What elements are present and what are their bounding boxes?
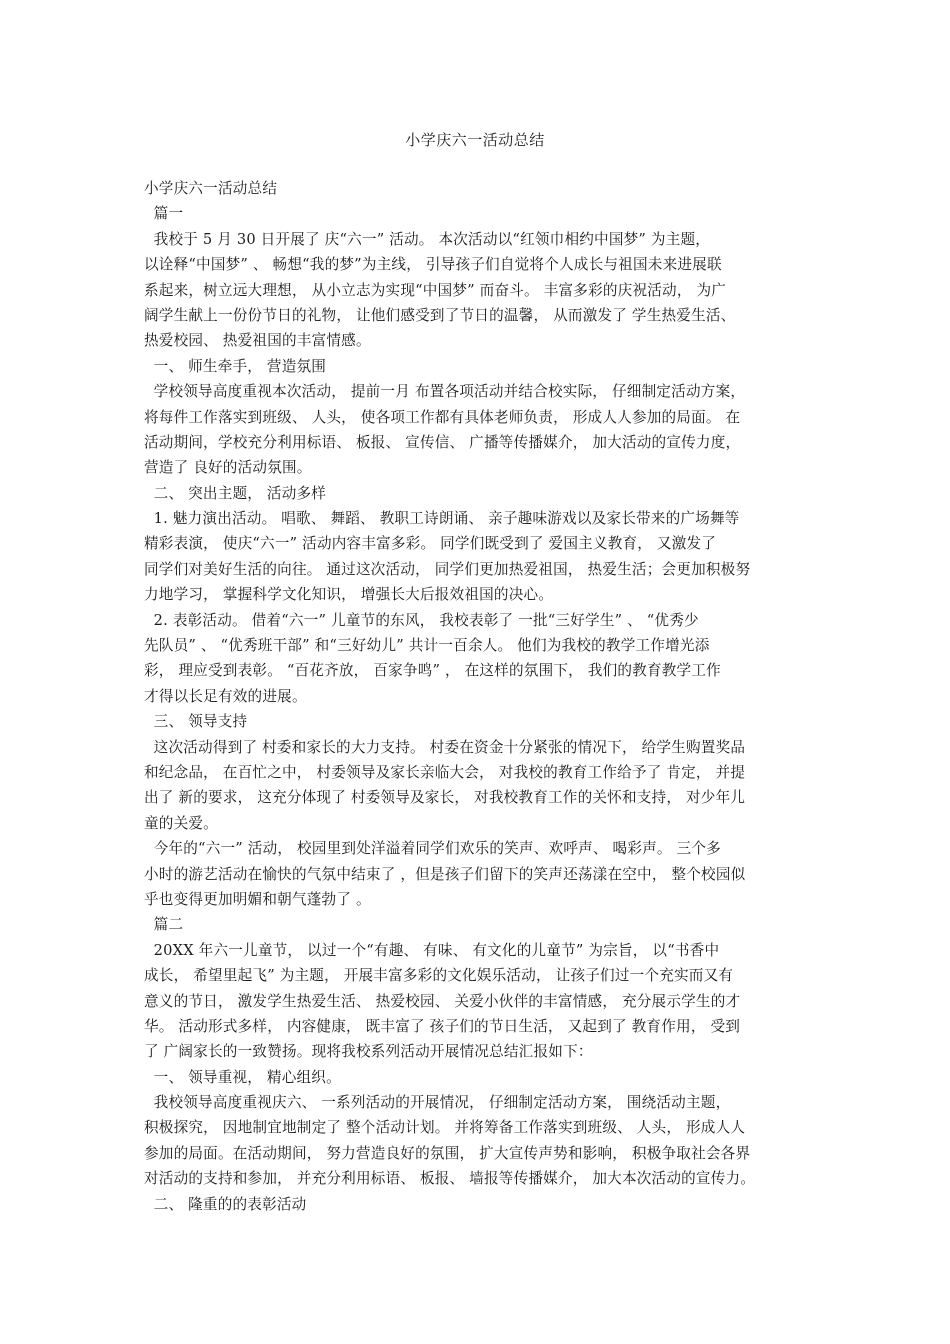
text-line: 以诠释“中国梦” 、 畅想“我的梦”为主线， 引导孩子们自觉将个人成长与祖国未来进展联 <box>144 256 722 274</box>
text-line: 20XX 年六一儿童节， 以过一个“有趣、 有味、 有文化的儿童节” 为宗旨， 以“书香中 <box>144 941 720 959</box>
text-line: 乎也变得更加明媚和朝气蓬勃了 。 <box>144 890 371 908</box>
text-line: 精彩表演， 使庆“六一” 活动内容丰富多彩。 同学们既受到了 爱国主义教育， 又激发了 <box>144 535 717 553</box>
text-line: 小时的游艺活动在愉快的气氛中结束了 ，但是孩子们留下的笑声还荡漾在空中， 整个校园似 <box>144 865 746 883</box>
text-line: 将每件工作落实到班级、 人头， 使各项工作都有具体老师负责， 形成人人参加的局面。 在 <box>144 408 741 426</box>
text-line: 活动期间，学校充分利用标语、 板报、 宣传信、 广播等传播媒介， 加大活动的宣传力度， <box>144 433 741 451</box>
text-line: 系起来，树立远大理想， 从小立志为实现“中国梦” 而奋斗。 丰富多彩的庆祝活动， 为广 <box>144 281 727 299</box>
text-line: 了 广阔家长的一致赞扬。现将我校系列活动开展情况总结汇报如下： <box>144 1043 593 1061</box>
text-line: 成长， 希望里起飞” 为主题， 开展丰富多彩的文化娱乐活动， 让孩子们过一个充实而又有 <box>144 967 734 985</box>
text-line: 热爱校园、 热爱祖国的丰富情感。 <box>144 332 371 350</box>
text-line: 童的关爱。 <box>144 814 218 832</box>
text-line: 1. 魅力演出活动。 唱歌、 舞蹈、 教职工诗朗诵、 亲子趣味游戏以及家长带来的广场舞等 <box>144 510 740 528</box>
text-line: 篇一 <box>144 205 184 223</box>
text-line: 参加的局面。在活动期间， 努力营造良好的氛围， 扩大宣传声势和影响， 积极争取社会各界 <box>144 1144 751 1162</box>
text-line: 今年的“六一” 活动， 校园里到处洋溢着同学们欢乐的笑声、欢呼声、 喝彩声。 三个多 <box>144 840 721 858</box>
text-line: 和纪念品， 在百忙之中， 村委领导及家长亲临大会， 对我校的教育工作给予了 肯定， 并提 <box>144 763 746 781</box>
text-line: 营造了 良好的活动氛围。 <box>144 459 312 477</box>
text-line: 阔学生献上一份份节日的礼物， 让他们感受到了节日的温馨， 从而激发了 学生热爱生活、 <box>144 306 736 324</box>
document-body <box>144 176 810 1217</box>
text-line: 才得以长足有效的进展。 <box>144 687 307 705</box>
text-line: 三、 领导支持 <box>144 713 248 731</box>
text-line: 彩， 理应受到表彰。 “百花齐放， 百家争鸣” ， 在这样的氛围下， 我们的教育教学工作 <box>144 662 721 680</box>
text-line: 先队员” 、 “优秀班干部” 和“三好幼儿” 共计一百余人。 他们为我校的教学工作增光添 <box>144 637 710 655</box>
text-line: 积极探究， 因地制宜地制定了 整个活动计划。 并将筹备工作落实到班级、 人头， 形成人人 <box>144 1119 746 1137</box>
text-line: 意义的节日， 激发学生热爱生活、 热爱校园、 关爱小伙伴的丰富情感， 充分展示学生的才 <box>144 992 741 1010</box>
text-line: 二、 突出主题， 活动多样 <box>144 484 327 502</box>
text-line: 一、 领导重视， 精心组织。 <box>144 1068 341 1086</box>
text-line: 我校于 5 月 30 日开展了 庆“六一” 活动。 本次活动以“红领巾相约中国梦” 为主题， <box>144 230 711 248</box>
text-line: 对活动的支持和参加， 并充分利用标语、 板报、 墙报等传播媒介， 加大本次活动的宣传力。 <box>144 1170 756 1188</box>
text-line: 华。 活动形式多样， 内容健康， 既丰富了 孩子们的节日生活， 又起到了 教育作用， 受到 <box>144 1017 741 1035</box>
text-line: 2. 表彰活动。 借着“六一” 儿童节的东风， 我校表彰了 一批“三好学生” 、 “优秀少 <box>144 611 699 629</box>
text-line: 出了 新的要求， 这充分体现了 村委领导及家长， 对我校教育工作的关怀和支持， 对少年儿 <box>144 789 746 807</box>
text-line: 学校领导高度重视本次活动， 提前一月 布置各项活动并结合校实际， 仔细制定活动方案， <box>144 383 746 401</box>
text-line: 这次活动得到了 村委和家长的大力支持。 村委在资金十分紧张的情况下， 给学生购置奖品 <box>144 738 746 756</box>
text-line: 二、 隆重的的表彰活动 <box>144 1195 307 1213</box>
text-line: 一、 师生牵手， 营造氛围 <box>144 357 327 375</box>
text-line: 同学们对美好生活的向往。 通过这次活动， 同学们更加热爱祖国， 热爱生活；会更加积极努 <box>144 560 751 578</box>
text-line: 小学庆六一活动总结 <box>144 180 278 197</box>
document-title: 小学庆六一活动总结 <box>405 131 545 149</box>
text-line: 篇二 <box>144 916 184 934</box>
text-line: 力地学习， 掌握科学文化知识， 增强长大后报效祖国的决心。 <box>144 586 554 604</box>
text-line: 我校领导高度重视庆六、 一系列活动的开展情况， 仔细制定活动方案， 围绕活动主题， <box>144 1094 731 1112</box>
